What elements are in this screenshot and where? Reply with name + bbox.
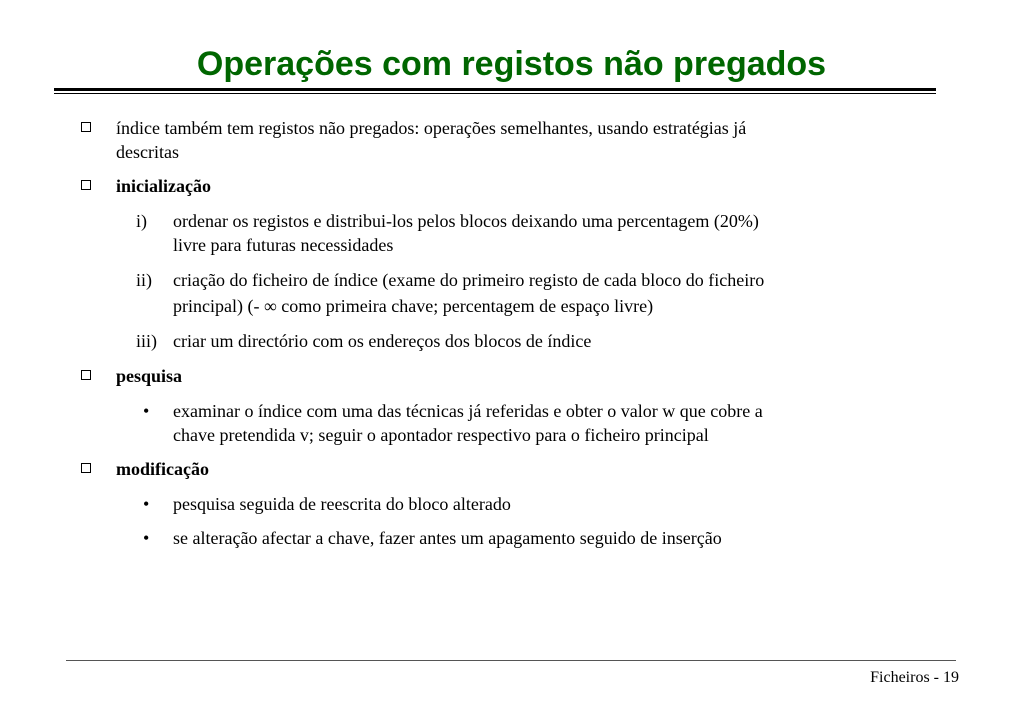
section-heading-modificacao: modificação [116,459,209,479]
hollow-square-bullet-icon [81,180,91,190]
hollow-square-bullet-icon [81,370,91,380]
subitem-text-line1: pesquisa seguida de reescrita do bloco alterado [173,494,511,514]
item-1-text-line2: descritas [116,142,179,162]
footer-page-label: Ficheiros - 19 [870,669,959,686]
item-1-text-line1: índice também tem registos não pregados: operações semelhantes, usando estratégias já [116,118,747,138]
hollow-square-bullet-icon [81,463,91,473]
subitem-text-line1: criar um directório com os endereços dos blocos de índice [173,331,592,351]
subitem-marker: ii) [136,270,152,290]
subitem-marker: • [143,401,150,421]
section-heading-pesquisa: pesquisa [116,366,183,386]
subitem-marker: • [143,528,150,548]
subitem-marker: i) [136,211,147,231]
subitem-marker: • [143,494,150,514]
subitem-text-line1: ordenar os registos e distribui-los pelos blocos deixando uma percentagem (20%) [173,211,759,231]
subitem-marker: iii) [136,331,157,351]
subitem-text-line1: criação do ficheiro de índice (exame do primeiro registo de cada bloco do ficheiro [173,270,765,290]
subitem-text-line2: livre para futuras necessidades [173,235,394,255]
subitem-text-line1: se alteração afectar a chave, fazer antes um apagamento seguido de inserção [173,528,722,548]
subitem-text-line2: chave pretendida v; seguir o apontador respectivo para o ficheiro principal [173,425,709,445]
footer-divider [66,660,956,661]
subitem-text-line2: principal) (- ∞ como primeira chave; percentagem de espaço livre) [173,296,654,316]
hollow-square-bullet-icon [81,122,91,132]
subitem-text-line1: examinar o índice com uma das técnicas já referidas e obter o valor w que cobre a [173,401,763,421]
page-title: Operações com registos não pregados [196,45,827,83]
section-heading-inicializacao: inicialização [116,176,211,196]
